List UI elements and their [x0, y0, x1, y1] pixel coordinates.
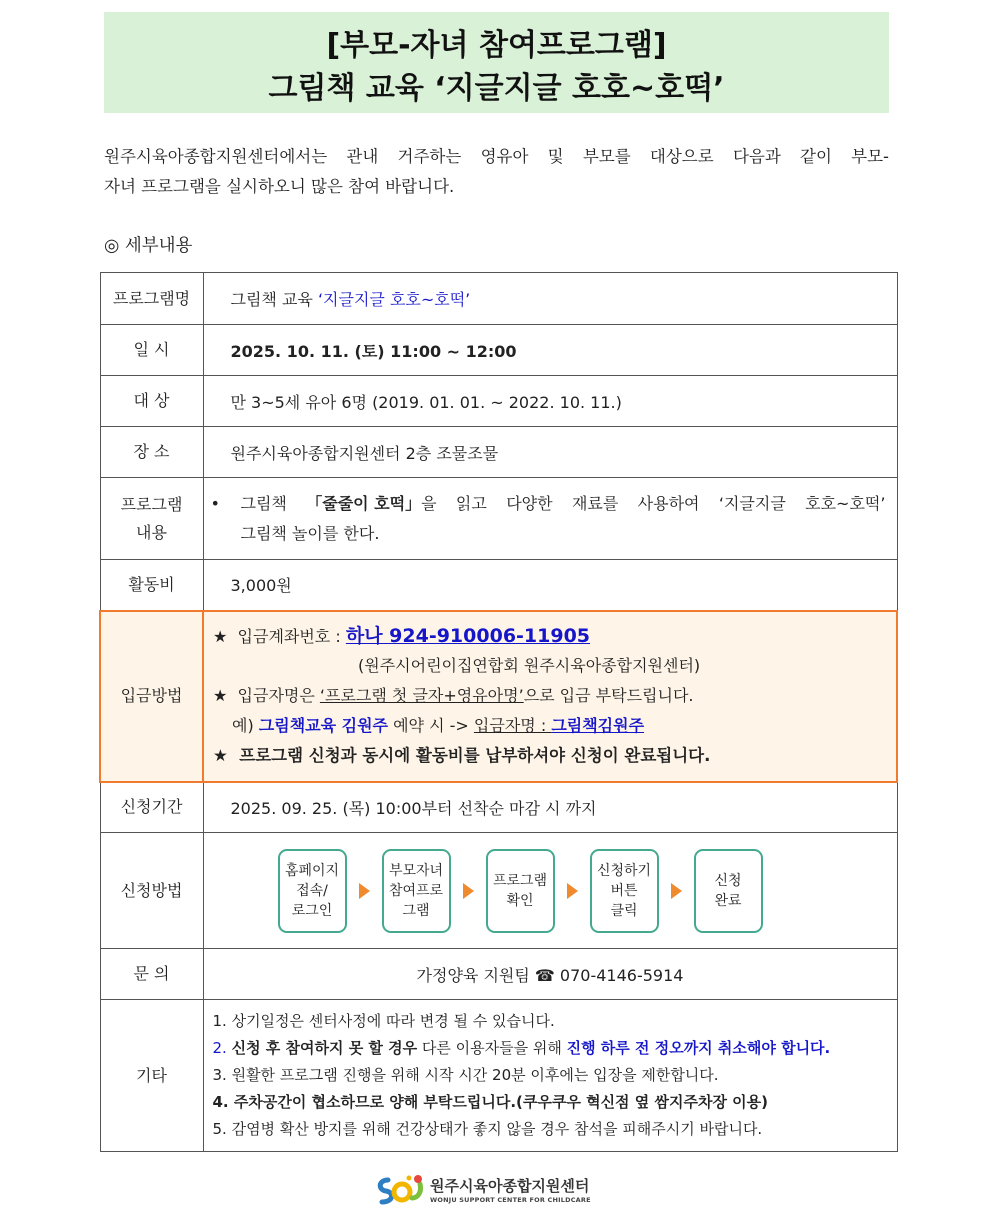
payment-example-line: 예) 그림책교육 김원주 예약 시 -> 입금자명 : 그림책김원주 [232, 716, 645, 735]
depositor-rule: ‘프로그램 첫 글자+영유아명’ [319, 686, 524, 705]
label-payment: 입금방법 [100, 611, 203, 782]
label-period: 신청기간 [100, 782, 203, 833]
note-5: 5. 감염병 확산 방지를 위해 건강상태가 좋지 않을 경우 참석을 피해주시기 바랍니다. [212, 1120, 763, 1138]
label-place: 장 소 [100, 427, 203, 478]
intro-line-1 [104, 142, 889, 172]
content-word: 사용하여 [637, 493, 700, 513]
row-period [100, 782, 897, 833]
label-method: 신청방법 [100, 833, 203, 949]
value-target: 만 3~5세 유아 6명 (2019. 01. 01. ~ 2022. 10. 11.) [203, 376, 897, 427]
label-inquiry: 문 의 [100, 949, 203, 1000]
arrow-right-icon [359, 883, 370, 899]
note-4: 4. 주차공간이 협소하므로 양해 부탁드립니다.(쿠우쿠우 혁신점 옆 쌈지주차장 이용) [212, 1093, 768, 1111]
intro-word: 대상으로 [649, 147, 714, 166]
note-3: 3. 원활한 프로그램 진행을 위해 시작 시간 20분 이후에는 입장을 제한합니다. [212, 1066, 719, 1084]
arrow-right-icon [567, 883, 578, 899]
application-flow [204, 849, 897, 933]
account-number: 하나 924-910006-11905 [345, 625, 591, 647]
label-datetime: 일 시 [100, 325, 203, 376]
note-1: 1. 상기일정은 센터사정에 따라 변경 될 수 있습니다. [212, 1012, 555, 1030]
row-target [100, 376, 897, 427]
step-click-apply: 신청하기 버튼 클릭 [590, 849, 659, 933]
note-2: 2. 신청 후 참여하지 못 할 경우 다른 이용자들을 위해 진행 하루 전 정오까지 취소해야 합니다. [212, 1039, 831, 1057]
value-payment [203, 611, 897, 782]
footer-org-name: 원주시육아종합지원센터 [430, 1177, 590, 1195]
content-line-2: 그림책 놀이를 한다. [240, 523, 380, 543]
title-line-2: 그림책 교육 ‘지글지글 호호~호떡’ [268, 71, 725, 106]
label-content: 프로그램 내용 [100, 478, 203, 560]
star-icon: ★ [213, 627, 228, 646]
payment-depositor-line: ★ 입금자명은 ‘프로그램 첫 글자+영유아명’으로 입금 부탁드립니다. [213, 686, 694, 705]
row-program-name [100, 273, 897, 325]
row-etc [100, 1000, 897, 1152]
center-logo-icon [374, 1172, 426, 1208]
program-title-highlight: ‘지글지글 호호~호떡’ [317, 290, 471, 309]
value-etc [203, 1000, 897, 1152]
value-inquiry: 가정양육 지원팀 ☎ 070-4146-5914 [203, 949, 897, 1000]
content-word: 재료를 [571, 493, 619, 513]
value-program-name: 그림책 교육 ‘지글지글 호호~호떡’ [203, 273, 897, 325]
value-datetime: 2025. 10. 11. (토) 11:00 ~ 12:00 [203, 325, 897, 376]
step-homepage-login: 홈페이지 접속/ 로그인 [278, 849, 347, 933]
intro-word: 같이 [800, 147, 832, 166]
account-holder: (원주시어린이집연합회 원주시육아종합지원센터) [358, 656, 701, 675]
star-icon: ★ [213, 746, 228, 765]
row-place [100, 427, 897, 478]
row-method [100, 833, 897, 949]
content-word: 「줄줄이 호떡」을 [306, 493, 437, 513]
star-icon: ★ [213, 686, 228, 705]
label-etc: 기타 [100, 1000, 203, 1152]
title-banner [104, 12, 889, 113]
arrow-right-icon [671, 883, 682, 899]
intro-word: 및 [547, 147, 564, 166]
label-target: 대 상 [100, 376, 203, 427]
row-datetime [100, 325, 897, 376]
value-period: 2025. 09. 25. (목) 10:00부터 선착순 마감 시 까지 [203, 782, 897, 833]
content-line-1 [241, 489, 886, 519]
label-program-name: 프로그램명 [100, 273, 203, 325]
payment-account-line: ★ 입금계좌번호 : 하나 924-910006-11905 [213, 625, 591, 647]
value-method [203, 833, 897, 949]
book-title: 「줄줄이 호떡」 [306, 493, 422, 513]
payment-notice-line: ★ 프로그램 신청과 동시에 활동비를 납부하셔야 신청이 완료됩니다. [213, 746, 711, 765]
intro-word: 영유아 [480, 147, 529, 166]
intro-word: 거주하는 [397, 147, 462, 166]
row-payment [100, 611, 897, 782]
bullet-icon: • [210, 493, 220, 513]
label-fee: 활동비 [100, 560, 203, 611]
section-heading: ◎ 세부내용 [104, 236, 193, 256]
step-complete: 신청 완료 [694, 849, 763, 933]
intro-word: 관내 [346, 147, 379, 166]
intro-word: 부모- [851, 147, 889, 166]
intro-paragraph [104, 142, 889, 202]
value-content [203, 478, 897, 560]
details-table [99, 272, 898, 1152]
step-check-program: 프로그램 확인 [486, 849, 555, 933]
footer-logo [374, 1172, 591, 1208]
content-word: 그림책 [240, 493, 287, 513]
content-word: 호호~호떡’ [805, 493, 886, 513]
row-fee [100, 560, 897, 611]
title-line-1: [부모-자녀 참여프로그램] [326, 28, 667, 63]
value-fee: 3,000원 [203, 560, 897, 611]
content-word: ‘지글지글 [718, 493, 786, 513]
footer-org-name-en: WONJU SUPPORT CENTER FOR CHILDCARE [430, 1196, 591, 1204]
intro-word: 다음과 [732, 147, 781, 166]
intro-word: 부모를 [582, 147, 631, 166]
content-word: 다양한 [506, 493, 553, 513]
intro-line-2: 자녀 프로그램을 실시하오니 많은 참여 바랍니다. [104, 177, 455, 196]
step-parent-child-program: 부모자녀 참여프로 그램 [382, 849, 451, 933]
value-place: 원주시육아종합지원센터 2층 조물조물 [203, 427, 897, 478]
intro-word: 원주시육아종합지원센터에서는 [104, 147, 328, 166]
row-inquiry [100, 949, 897, 1000]
content-word: 읽고 [455, 493, 487, 513]
arrow-right-icon [463, 883, 474, 899]
row-content [100, 478, 897, 560]
